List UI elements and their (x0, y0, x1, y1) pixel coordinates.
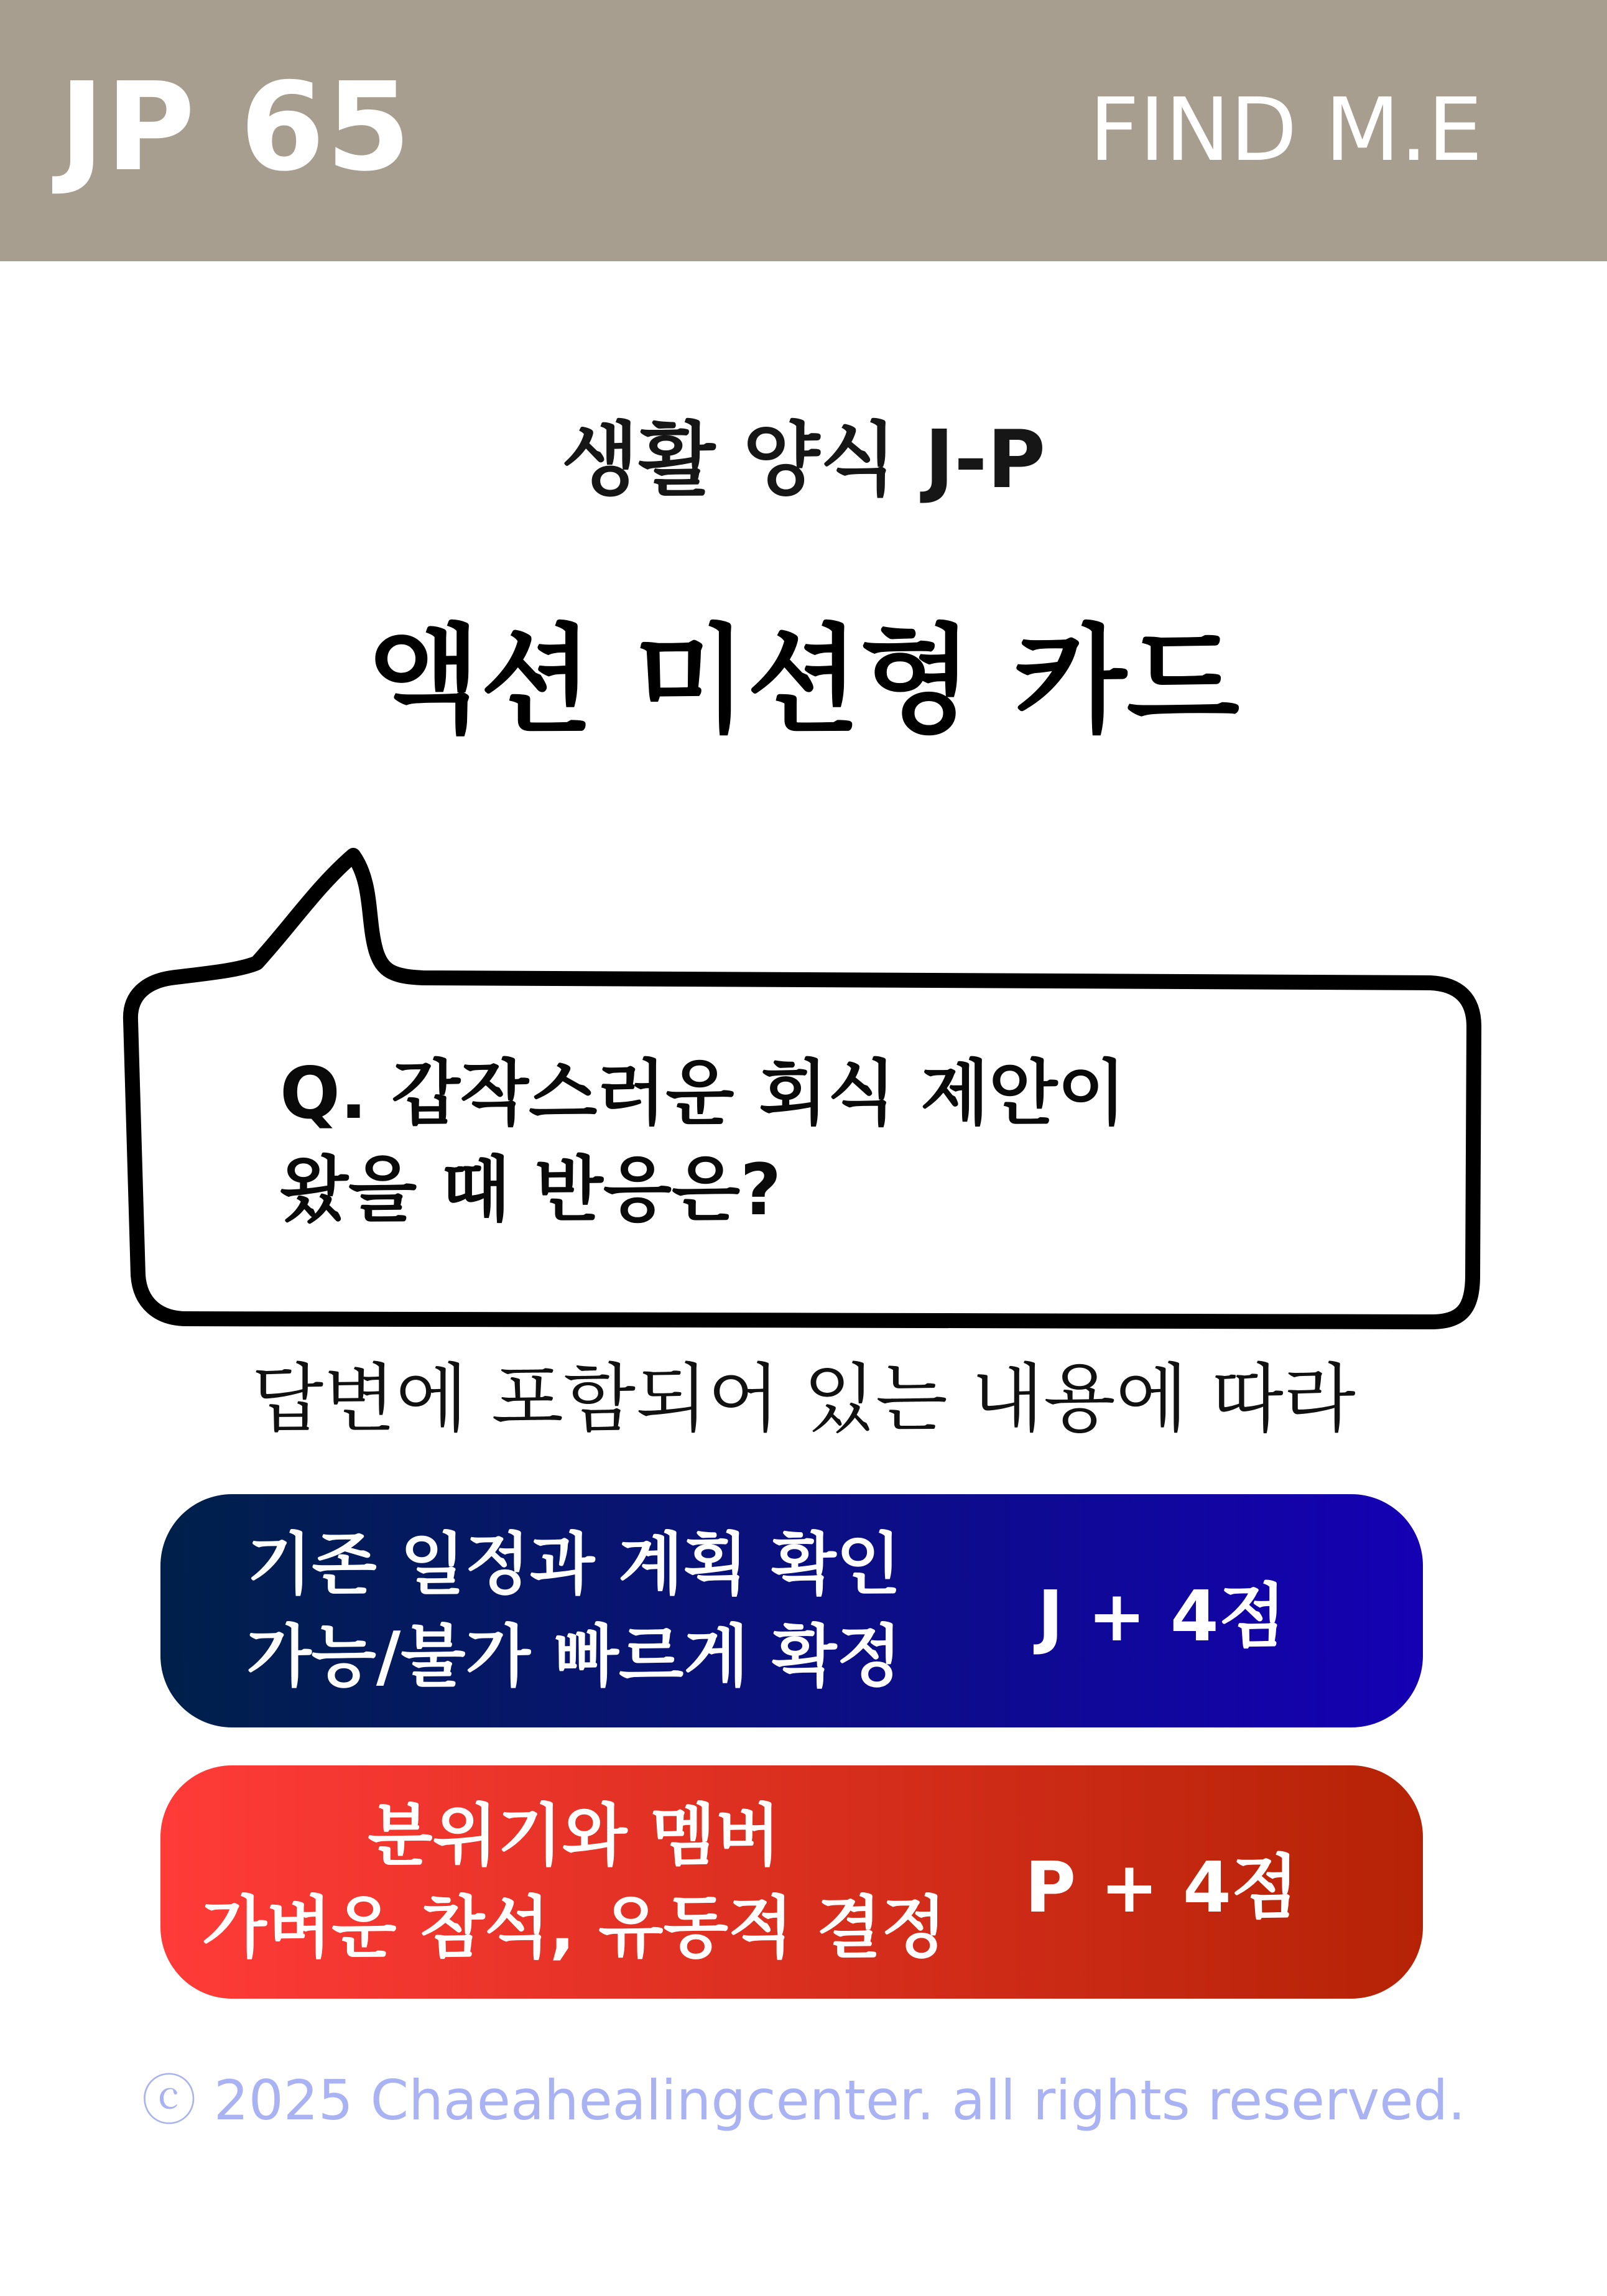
option-p-pill (160, 1765, 1423, 1999)
brand-name: FIND M.E (1089, 80, 1483, 181)
option-p-line-2: 가벼운 참석, 유동적 결정 (201, 1889, 947, 1967)
option-j-text (160, 1494, 988, 1727)
card-title: 액션 미션형 카드 (367, 613, 1240, 749)
copyright-notice: ⓒ 2025 Chaeahealingcenter. all rights reserved. (141, 2068, 1466, 2132)
option-p-line-1: 분위기와 멤버 (368, 1796, 780, 1875)
question-text (280, 1045, 1461, 1238)
option-j-score: J + 4점 (1037, 1576, 1286, 1657)
card-subtitle: 생활 양식 J-P (561, 414, 1046, 506)
option-p-score: P + 4점 (1024, 1847, 1299, 1928)
question-line-2: 왔을 때 반응은? (280, 1148, 782, 1231)
question-line-1: Q. 갑작스러운 회식 제안이 (280, 1052, 1126, 1135)
option-j-line-1: 기존 일정과 계획 확인 (247, 1525, 901, 1604)
instruction-text: 답변에 포함되어 있는 내용에 따라 (251, 1356, 1356, 1443)
option-j-pill (160, 1494, 1423, 1727)
card-code: JP 65 (59, 57, 412, 198)
option-j-line-2: 가능/불가 빠르게 확정 (246, 1617, 902, 1696)
option-p-text (160, 1765, 988, 1999)
